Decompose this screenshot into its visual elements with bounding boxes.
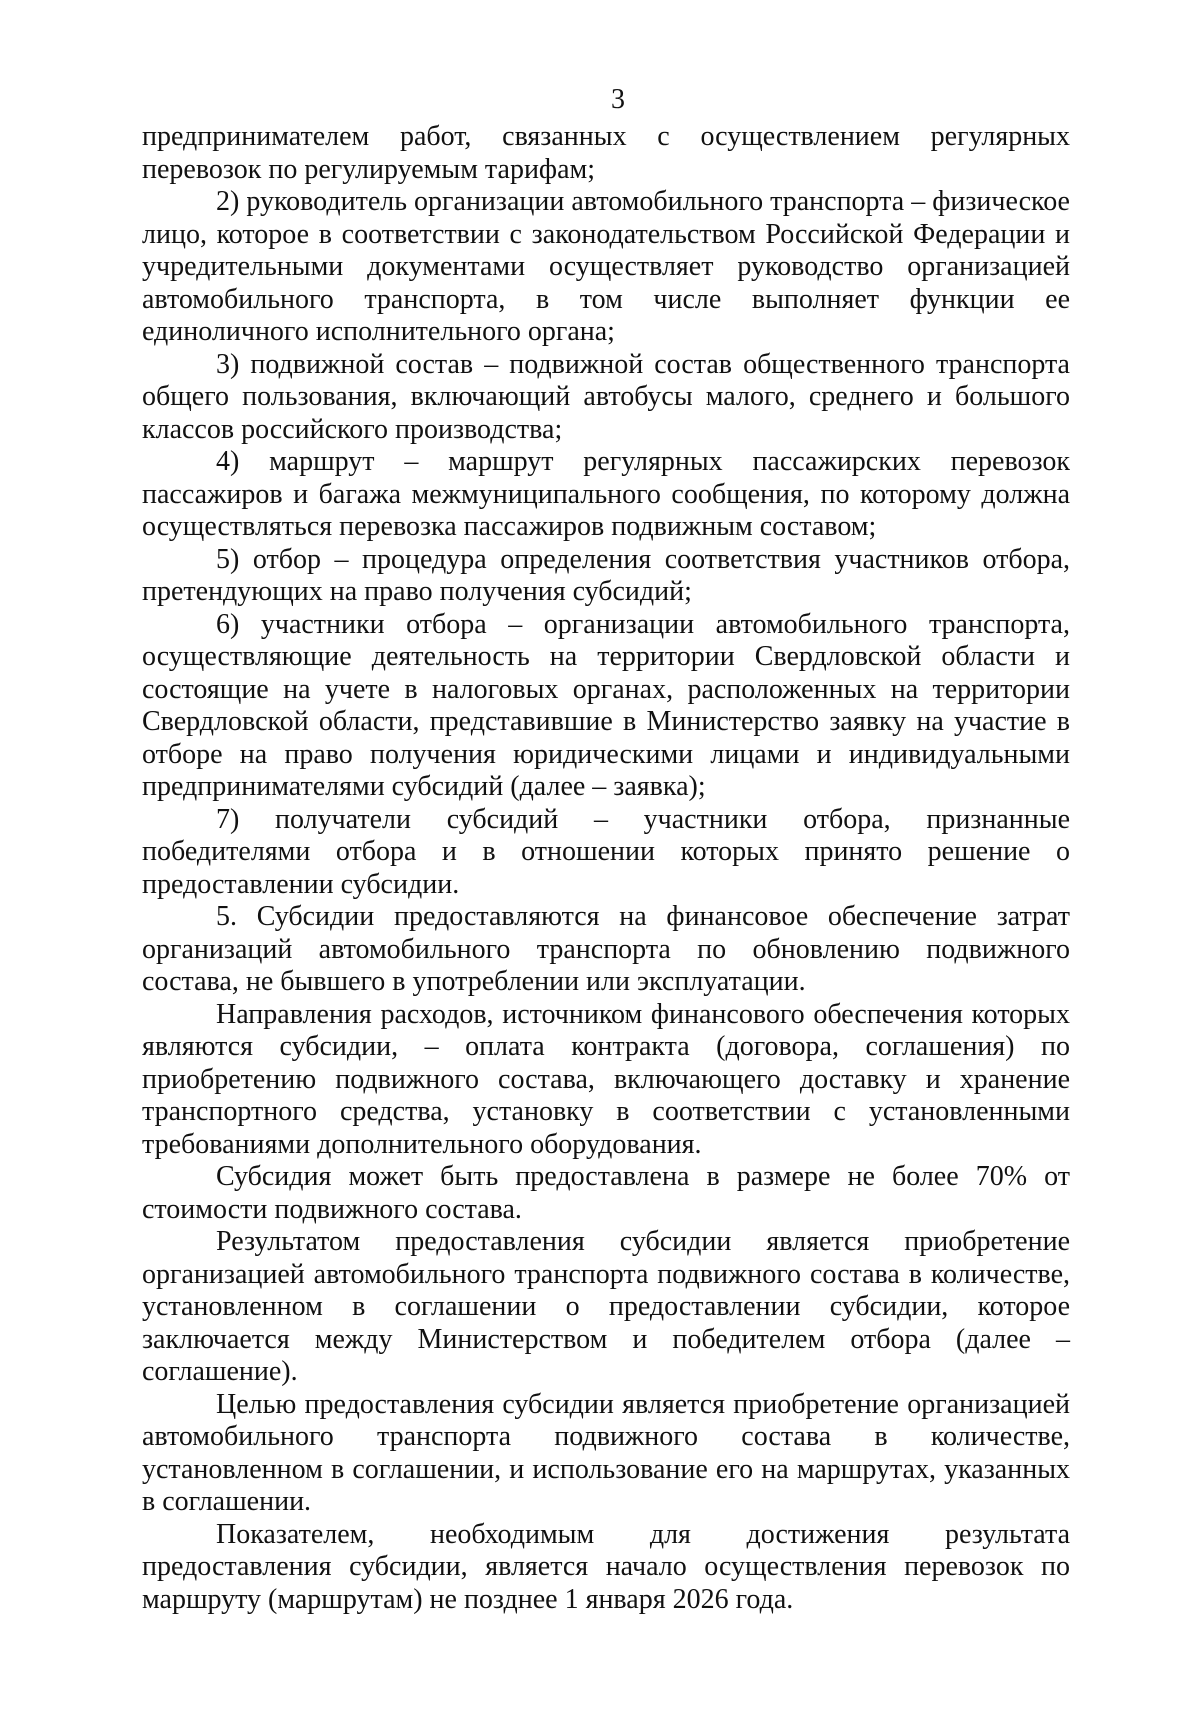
paragraph-item-7: 7) получатели субсидий – участники отбора, признанные победителями отбора и в отношении которых принято решение о предоставлении субсидии. [142, 803, 1070, 900]
paragraph-subsidy-goal: Целью предоставления субсидии является приобретение организацией автомобильного транспорта подвижного состава в количестве, установленном в соглашении, и использование его на маршрутах, указанных в соглашении. [142, 1388, 1070, 1517]
paragraph-item-5: 5) отбор – процедура определения соответствия участников отбора, претендующих на право получения субсидий; [142, 543, 1070, 607]
paragraph-item-2: 2) руководитель организации автомобильного транспорта – физическое лицо, которое в соответствии с законодательством Российской Федерации и учредительными документами осуществляет руководство организацией автомобильного транспорта, в том числе выполняет функции ее единоличного исполнительного органа; [142, 186, 1070, 347]
paragraph-subsidy-indicator: Показателем, необходимым для достижения результата предоставления субсидии, является начало осуществления перевозок по маршруту (маршрутам) не позднее 1 января 2026 года. [142, 1518, 1070, 1615]
paragraph-subsidy-amount: Субсидия может быть предоставлена в размере не более 70% от стоимости подвижного состава. [142, 1161, 1070, 1225]
paragraph-expense-directions: Направления расходов, источником финансового обеспечения которых являются субсидии, – оплата контракта (договора, соглашения) по приобретению подвижного состава, включающего доставку и хранение транспортного средства, установку в соответствии с установленными требованиями дополнительного оборудования. [142, 998, 1070, 1160]
paragraph-item-3: 3) подвижной состав – подвижной состав общественного транспорта общего пользования, включающий автобусы малого, среднего и большого классов российского производства; [142, 348, 1070, 445]
paragraph-item-6: 6) участники отбора – организации автомобильного транспорта, осуществляющие деятельность на территории Свердловской области и состоящие на учете в налоговых органах, расположенных на территории Свердловской области, представившие в Министерство заявку на участие в отборе на право получения юридическими лицами и индивидуальными предпринимателями субсидий (далее – заявка); [142, 608, 1070, 802]
paragraph-subsidy-result: Результатом предоставления субсидии является приобретение организацией автомобильного транспорта подвижного состава в количестве, установленном в соглашении о предоставлении субсидии, которое заключается между Министерством и победителем отбора (далее – соглашение). [142, 1226, 1070, 1387]
page-number: 3 [611, 84, 625, 115]
paragraph-item-4: 4) маршрут – маршрут регулярных пассажирских перевозок пассажиров и багажа межмуниципального сообщения, по которому должна осуществляться перевозка пассажиров подвижным составом; [142, 446, 1070, 542]
paragraph-continuation: предпринимателем работ, связанных с осуществлением регулярных перевозок по регулируемым тарифам; [142, 121, 1070, 185]
paragraph-section-5: 5. Субсидии предоставляются на финансовое обеспечение затрат организаций автомобильного транспорта по обновлению подвижного состава, не бывшего в употреблении или эксплуатации. [142, 901, 1070, 997]
